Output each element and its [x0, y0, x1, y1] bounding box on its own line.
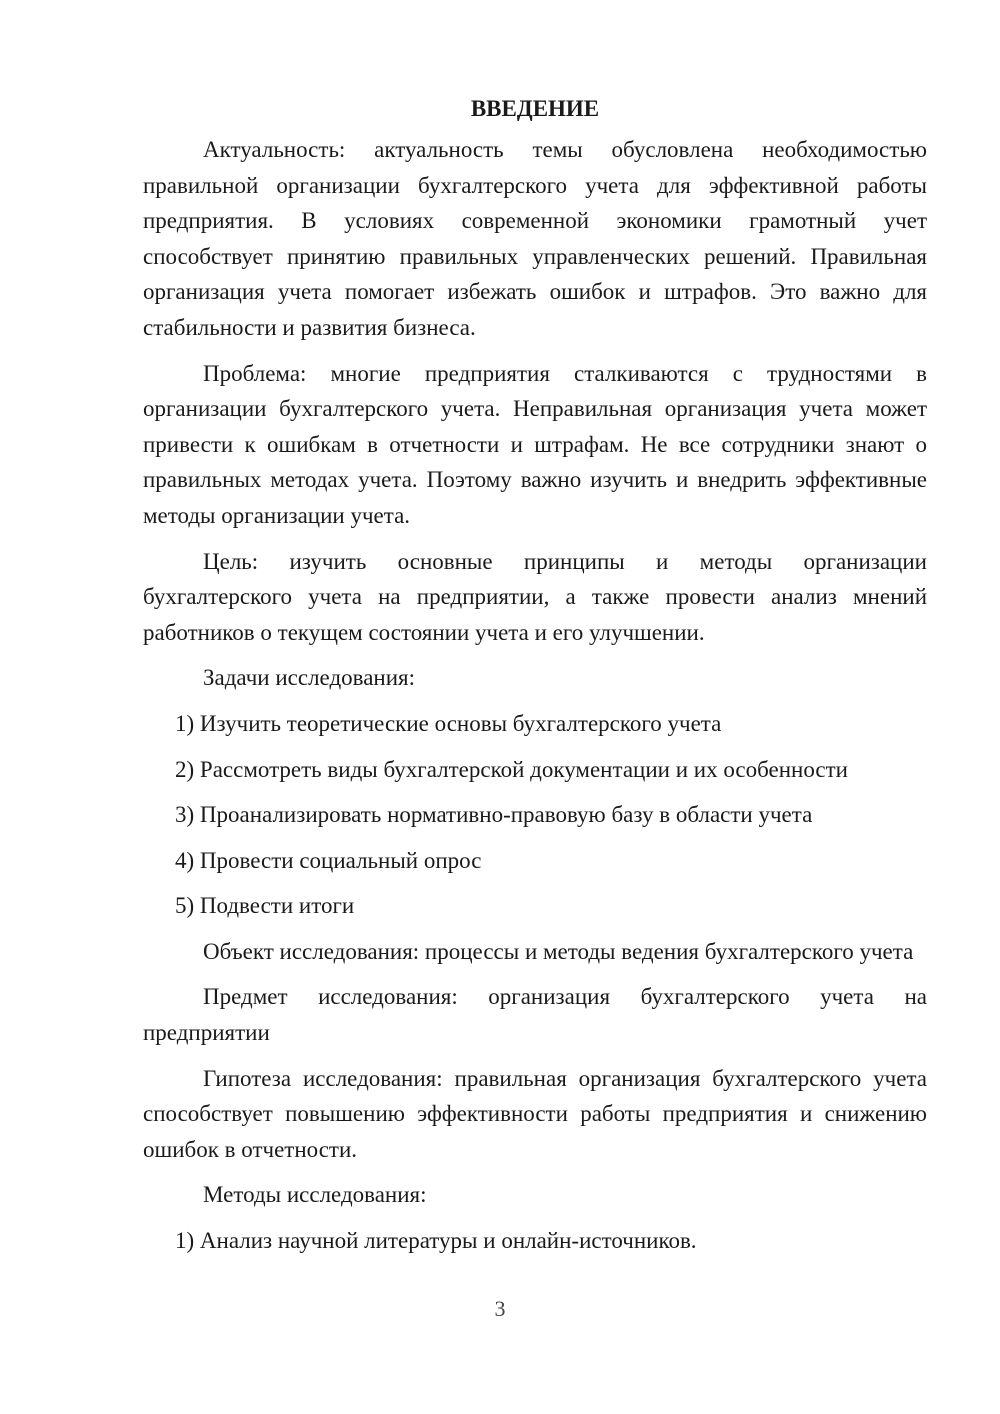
methods-heading: Методы исследования: — [203, 1182, 427, 1208]
goal-paragraph: Цель: изучить основные принципы и методы организации бухгалтерского учета на предприятии, а также провести анализ мнений работников о текущем состоянии учета и его улучшении. — [143, 548, 927, 645]
problem-paragraph: Проблема: многие предприятия сталкиваются с трудностями в организации бухгалтерского учета. Неправильная организация учета может привести к ошибкам в отчетности и штрафам. Не все сотрудники знают о правильных методах учета. Поэтому важно изучить и внедрить эффективные методы организации учета. — [143, 360, 927, 528]
task-item: 4) Провести социальный опрос — [175, 847, 482, 873]
task-item: 2) Рассмотреть виды бухгалтерской документации и их особенности — [175, 756, 848, 782]
page-title: ВВЕДЕНИЕ — [470, 96, 600, 121]
task-item: 3) Проанализировать нормативно-правовую базу в области учета — [175, 802, 813, 828]
task-item: 5) Подвести итоги — [175, 893, 355, 919]
subject-paragraph: Предмет исследования: организация бухгалтерского учета на предприятии — [143, 984, 927, 1046]
relevance-paragraph: Актуальность: актуальность темы обусловлена необходимостью правильной организации бухгалтерского учета для эффективной работы предприятия. В условиях современной экономики грамотный учет способствует принятию правильных управленческих решений. Правильная организация учета помогает избежать ошибок и штрафов. Это важно для стабильности и развития бизнеса. — [143, 137, 927, 340]
hypothesis-paragraph: Гипотеза исследования: правильная организация бухгалтерского учета способствует повышению эффективности работы предприятия и снижению ошибок в отчетности. — [143, 1065, 927, 1162]
task-item: 1) Изучить теоретические основы бухгалтерского учета — [175, 710, 722, 736]
object-paragraph: Объект исследования: процессы и методы ведения бухгалтерского учета — [203, 938, 914, 964]
document-body — [143, 90, 927, 1269]
page-number: 3 — [494, 1296, 506, 1321]
method-item: 1) Анализ научной литературы и онлайн-источников. — [175, 1228, 697, 1254]
tasks-heading: Задачи исследования: — [203, 665, 416, 691]
